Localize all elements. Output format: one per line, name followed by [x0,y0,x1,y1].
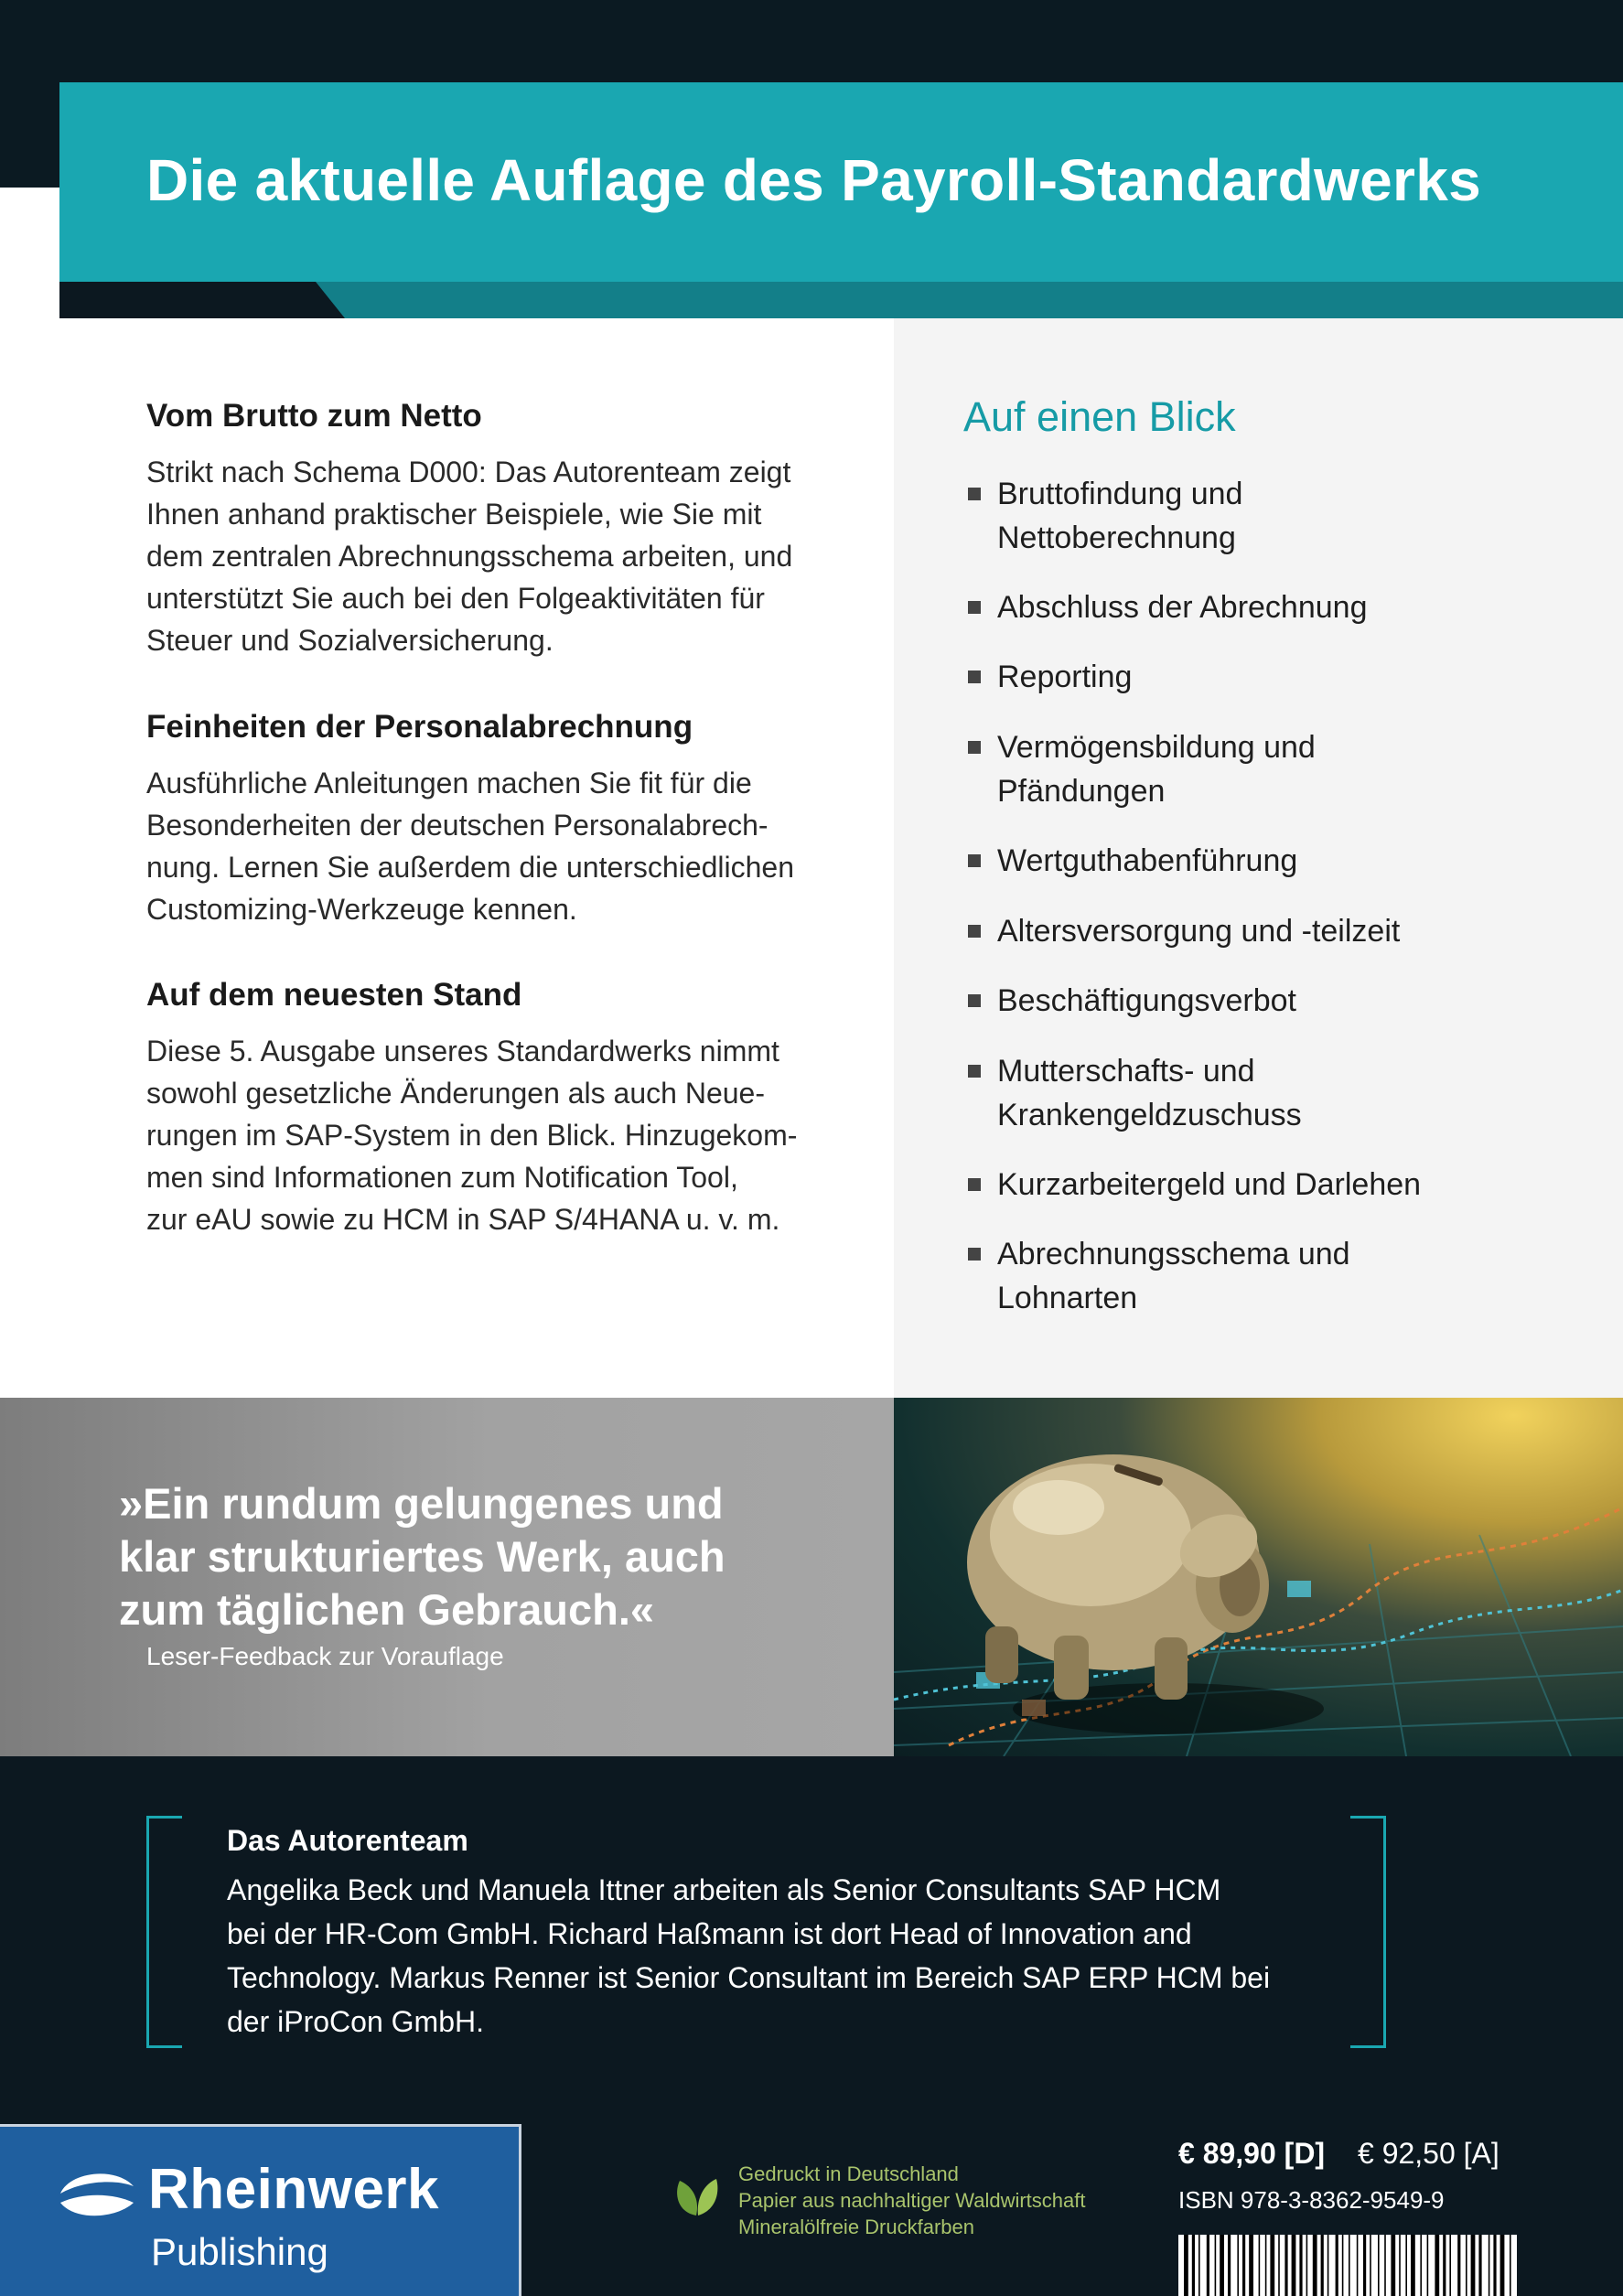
bullet-icon [968,1178,981,1191]
barcode-bar [1357,2235,1359,2296]
isbn: ISBN 978-3-8362-9549-9 [1178,2186,1445,2214]
barcode-bar [1259,2235,1261,2296]
bracket-left-decoration [146,1816,182,2048]
barcode-bar [1327,2235,1329,2296]
barcode-bar [1299,2235,1302,2296]
section-title: Auf dem neuesten Stand [146,977,522,1013]
barcode-bars [1178,2235,1517,2296]
barcode-bar [1198,2235,1200,2296]
bullet-icon [968,741,981,754]
left-white-notch [0,188,59,320]
barcode-bar [1378,2235,1380,2296]
barcode-bar [1427,2235,1429,2296]
barcode-bar [1478,2235,1481,2296]
barcode-bar [1349,2235,1350,2296]
barcode-bar [1184,2235,1188,2296]
barcode-bar [1443,2235,1446,2296]
glance-item: Kurzarbeitergeld und Darlehen [997,1167,1422,1202]
barcode-bar [1292,2235,1296,2296]
barcode-bar [1192,2235,1195,2296]
glance-item: Wertguthabenführung [997,843,1298,878]
glance-item: Vermögensbildung und Pfändungen [997,730,1316,809]
publisher-subtitle: Publishing [151,2230,328,2273]
glance-item: Mutterschafts- und Krankengeldzuschuss [997,1054,1302,1132]
barcode-bar [1220,2235,1224,2296]
barcode-bar [1493,2235,1496,2296]
barcode-bar [1207,2235,1209,2296]
barcode-bar [1270,2235,1274,2296]
barcode-bar [1228,2235,1231,2296]
glance-item: Bruttofindung und Nettoberechnung [997,477,1243,555]
barcode-bar [1471,2235,1476,2296]
barcode-bar [1363,2235,1366,2296]
bullet-icon [968,1065,981,1078]
barcode-bar [1313,2235,1317,2296]
bullet-icon [968,925,981,938]
barcode-bar [1420,2235,1422,2296]
barcode-bar [1237,2235,1239,2296]
barcode-bar [1449,2235,1451,2296]
glance-item: Altersversorgung und -teilzeit [997,914,1401,949]
barcode-bar [1215,2235,1217,2296]
print-info: Gedruckt in Deutschland Papier aus nachhaltiger Waldwirtschaft Mineralölfreie Druckfarben [738,2162,1086,2238]
rheinwerk-wave-icon [57,2166,137,2226]
bullet-icon [968,671,981,683]
barcode-bar [1510,2235,1511,2296]
barcode-bar [1284,2235,1287,2296]
bullet-icon [968,994,981,1007]
barcode-bar [1336,2235,1338,2296]
barcode [1178,2235,1517,2296]
barcode-bar [1342,2235,1344,2296]
bullet-icon [968,854,981,867]
barcode-bar [1489,2235,1490,2296]
barcode-bar [1249,2235,1253,2296]
barcode-bar [1405,2235,1407,2296]
barcode-bar [1411,2235,1415,2296]
barcode-bar [1384,2235,1386,2296]
quote-source: Leser-Feedback zur Vorauflage [146,1642,504,1670]
piggy-bank-illustration [894,1398,1623,1756]
section-body: Ausführliche Anleitungen machen Sie fit für die Besonderheiten der deutschen Personalabrech- nung. Lernen Sie außerdem die unterschiedlichen Customizing-Werkzeuge kennen. [146,767,795,926]
section-body: Strikt nach Schema D000: Das Autorenteam zeigt Ihnen anhand praktischer Beispiele, wie Sie mit dem zentralen Abrechnungsschema arbeiten, und unterstützt Sie auch bei den Folgeaktivitäten für Steuer und Sozialversicherung. [146,456,793,657]
bullet-icon [968,1248,981,1261]
barcode-bar [1370,2235,1371,2296]
barcode-bar [1278,2235,1280,2296]
headline: Die aktuelle Auflage des Payroll-Standardwerks [146,147,1482,213]
piggy-bank-photo [894,1398,1623,1756]
price-germany: € 89,90 [D] [1178,2137,1326,2170]
barcode-bar [1500,2235,1505,2296]
reader-quote: »Ein rundum gelungenes und klar strukturiertes Werk, auch zum täglichen Gebrauch.« [119,1479,726,1634]
headline-banner-strip [316,282,1623,318]
barcode-bar [1265,2235,1267,2296]
author-bio: Angelika Beck und Manuela Ittner arbeiten als Senior Consultants SAP HCM bei der HR-Com GmbH. Richard Haßmann ist dort Head of Innovation and Technology. Markus Renner ist Senior Consultant im Bereich SAP ERP HCM bei der iProCon GmbH. [227,1873,1271,2038]
glance-item: Abrechnungsschema und Lohnarten [997,1237,1350,1315]
section-title: Feinheiten der Personalabrechnung [146,709,693,745]
barcode-bar [1466,2235,1467,2296]
barcode-bar [1242,2235,1245,2296]
barcode-bar [1399,2235,1401,2296]
bracket-right-decoration [1350,1816,1386,2048]
bullet-icon [968,488,981,500]
glance-item: Beschäftigungsverbot [997,983,1296,1018]
price-austria: € 92,50 [A] [1358,2137,1499,2170]
barcode-bar [1306,2235,1308,2296]
glance-item: Abschluss der Abrechnung [997,590,1368,625]
section-title: Vom Brutto zum Netto [146,398,482,434]
section-body: Diese 5. Ausgabe unseres Standardwerks nimmt sowohl gesetzliche Änderungen als auch Neue- rungen im SAP-System in den Blick. Hinzugekom- men sind Informationen zum Notification Tool, zur eAU sowie zu HCM in SAP S/4HANA u. v. m. [146,1035,798,1236]
at-a-glance-title: Auf einen Blick [963,393,1236,440]
barcode-bar [1321,2235,1324,2296]
leaf-icon [672,2175,722,2217]
barcode-bar [1457,2235,1460,2296]
glance-item: Reporting [997,660,1133,694]
author-title: Das Autorenteam [227,1824,468,1857]
publisher-name: Rheinwerk [148,2158,440,2221]
bullet-icon [968,601,981,614]
barcode-bar [1435,2235,1439,2296]
barcode-bar [1391,2235,1395,2296]
